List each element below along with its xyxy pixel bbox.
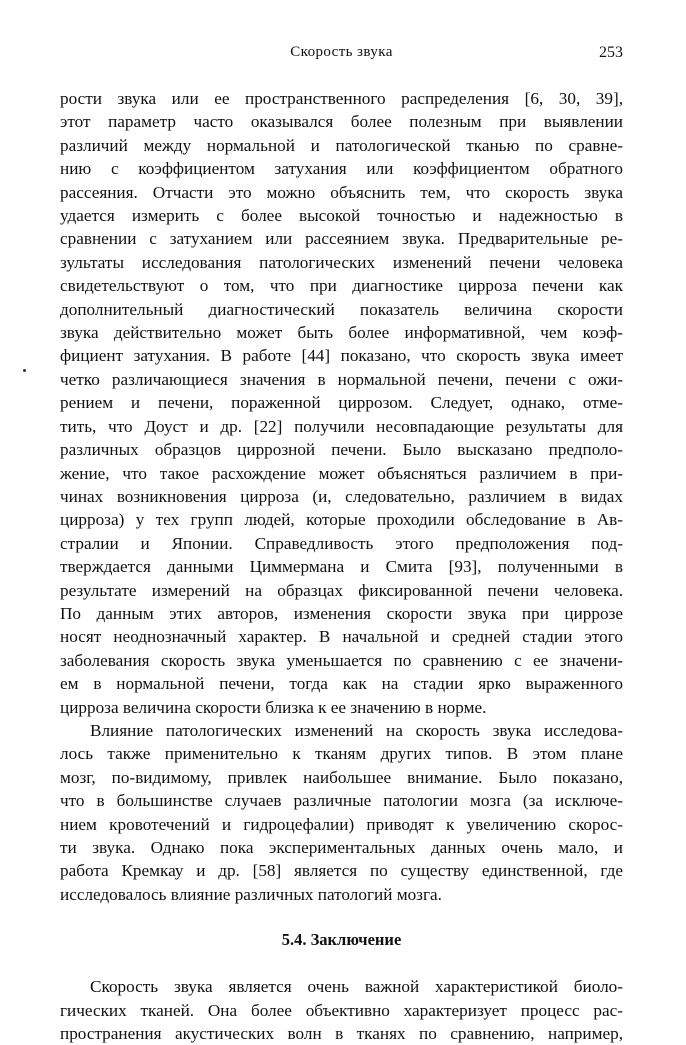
- page-body: [60, 87, 623, 1045]
- text-line: заболевания скорость звука уменьшается по сравнению с ее значени-: [60, 650, 623, 670]
- text-line: рассеяния. Отчасти это можно объяснить тем, что скорость звука: [60, 182, 623, 202]
- margin-mark-dot: [23, 369, 26, 372]
- text-line: ти звука. Однако пока экспериментальных данных очень мало, и: [60, 838, 623, 857]
- text-line: зультаты исследования патологических изменений печени человека: [60, 252, 623, 272]
- section-title: 5.4. Заключение: [281, 930, 402, 950]
- text-line: нию с коэффициентом затухания или коэффициентом обратного: [60, 159, 623, 179]
- text-line: этот параметр часто оказывался более полезным при выявлении: [60, 112, 623, 132]
- text-line: результате измерений на образцах фиксированной печени человека.: [60, 580, 623, 600]
- text-line: чинах возникновения цирроза (и, следовательно, различием в видах: [60, 486, 623, 506]
- text-line: носят неоднозначный характер. В начальной и средней стадии этого: [60, 627, 623, 647]
- text-line: гических тканей. Она более объективно характеризует процесс рас-: [60, 1000, 623, 1020]
- running-title: Скорость звука: [290, 44, 393, 60]
- text-line: удается измерить с более высокой точностью и надежностью в: [60, 206, 623, 226]
- text-line: стралии и Японии. Справедливость этого предположения под-: [60, 533, 623, 553]
- text-line: различий между нормальной и патологической тканью по сравне-: [60, 135, 623, 155]
- text-line: сравнении с затуханием или рассеянием звука. Предварительные ре-: [60, 229, 623, 249]
- text-line: нием кровотечений и гидроцефалии) приводят к увеличению скорос-: [60, 814, 623, 834]
- text-line: рением и печени, пораженной циррозом. Следует, однако, отме-: [60, 393, 623, 413]
- text-line: рости звука или ее пространственного распределения [6, 30, 39],: [60, 89, 623, 108]
- text-line: исследовалось влияние различных патологий мозга.: [60, 884, 442, 904]
- text-line: Скорость звука является очень важной характеристикой биоло-: [90, 977, 623, 997]
- text-line: тить, что Доуст и др. [22] получили несовпадающие результаты для: [60, 416, 623, 436]
- text-line: По данным этих авторов, изменения скорости звука при циррозе: [60, 603, 623, 623]
- text-line: мозг, по-видимому, привлек наибольшее внимание. Было показано,: [60, 767, 623, 787]
- text-line: тверждается данными Циммермана и Смита [93], полученными в: [60, 557, 623, 577]
- text-line: пространения акустических волн в тканях по сравнению, например,: [60, 1024, 623, 1044]
- text-line: ем в нормальной печени, тогда как на стадии ярко выраженного: [60, 674, 623, 694]
- paragraph-2: [60, 719, 623, 906]
- text-line: звука действительно может быть более информативной, чем коэф-: [60, 323, 623, 343]
- text-line: работа Кремкау и др. [58] является по существу единственной, где: [60, 861, 623, 881]
- text-line: дополнительный диагностический показатель величина скорости: [60, 299, 623, 319]
- page-number: 253: [599, 44, 623, 61]
- text-line: цирроза) у тех групп людей, которые проходили обследование в Ав-: [60, 510, 623, 530]
- text-line: четко различающиеся значения в нормальной печени, печени с ожи-: [60, 369, 623, 389]
- text-line: свидетельствуют о том, что при диагностике цирроза печени как: [60, 276, 623, 296]
- text-line: различных образцов циррозной печени. Было высказано предполо-: [60, 440, 623, 460]
- text-line: фициент затухания. В работе [44] показано, что скорость звука имеет: [60, 346, 623, 366]
- text-line: что в большинстве случаев различные патологии мозга (за исключе-: [60, 791, 623, 811]
- text-line: лось также применительно к тканям других типов. В этом плане: [60, 744, 623, 764]
- text-line: жение, что такое расхождение может объясняться различием в при-: [60, 463, 623, 483]
- paragraph-1: [60, 87, 623, 719]
- page-header: [60, 44, 623, 68]
- text-line: цирроза величина скорости близка к ее значению в норме.: [60, 697, 487, 717]
- paragraph-3: [60, 975, 623, 1045]
- text-line: Влияние патологических изменений на скорость звука исследова-: [90, 720, 623, 740]
